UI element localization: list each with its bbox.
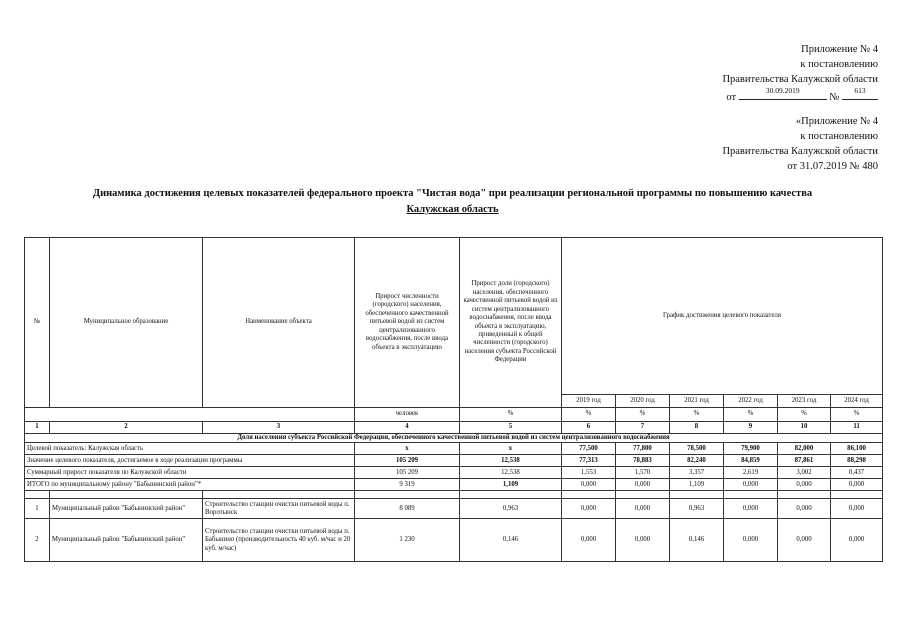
header-schedule: График достижения целевого показателя xyxy=(562,238,883,395)
value-2019: 77,500 xyxy=(562,443,616,455)
value-2022: 0,000 xyxy=(724,479,778,491)
summary-row-achieved xyxy=(25,455,883,467)
unit-empty xyxy=(203,408,355,422)
date-line xyxy=(722,87,878,105)
section-row xyxy=(25,434,883,443)
value-2023: 3,002 xyxy=(778,467,831,479)
summary-row-target xyxy=(25,443,883,455)
column-numbers-row xyxy=(25,422,883,434)
summary-population: 9 319 xyxy=(355,479,460,491)
summary-share: х xyxy=(460,443,562,455)
value-2022: 84,859 xyxy=(724,455,778,467)
spacer-cell xyxy=(616,491,670,499)
value-2021: 78,500 xyxy=(670,443,724,455)
value-2021: 1,109 xyxy=(670,479,724,491)
indicators-table xyxy=(24,237,883,562)
value-2024: 86,100 xyxy=(831,443,883,455)
unit-cell: % xyxy=(831,408,883,422)
value-2023: 0,000 xyxy=(778,499,831,519)
section-title: Доля населения субъекта Российской Федерации, обеспеченного качественной питьевой водой из систем централизованного водоснабжения xyxy=(25,434,883,443)
header-row xyxy=(25,238,883,395)
value-2023: 0,000 xyxy=(778,479,831,491)
row-share: 0,963 xyxy=(460,499,562,519)
spacer-cell xyxy=(460,491,562,499)
spacer-cell xyxy=(203,491,355,499)
old-appendix-header xyxy=(722,114,878,174)
header-share-growth: Прирост доли (городского) населения, обеспеченного качественной питьевой водой из систем централизованного водоснабжения, после ввода объекта в эксплуатацию, приведенный к общей численности (городского) населения субъекта Российской Федерации xyxy=(460,238,562,408)
table-row xyxy=(25,499,883,519)
government-line: Правительства Калужской области xyxy=(722,74,878,85)
summary-population: 105 209 xyxy=(355,455,460,467)
spacer-cell xyxy=(25,491,50,499)
unit-cell: % xyxy=(724,408,778,422)
value-2023: 87,861 xyxy=(778,455,831,467)
row-object: Строительство станции очистки питьевой воды п. Воротынск xyxy=(203,499,355,519)
col-number: 11 xyxy=(831,422,883,434)
unit-empty xyxy=(25,408,50,422)
value-2021: 0,963 xyxy=(670,499,724,519)
col-number: 3 xyxy=(203,422,355,434)
unit-cell: % xyxy=(616,408,670,422)
summary-share: 12,538 xyxy=(460,455,562,467)
value-2022: 79,900 xyxy=(724,443,778,455)
old-government-line: Правительства Калужской области xyxy=(722,146,878,157)
value-2024: 0,437 xyxy=(831,467,883,479)
row-municipality: Муниципальный район "Бабынинский район" xyxy=(50,499,203,519)
value-2021: 82,240 xyxy=(670,455,724,467)
title-line: Динамика достижения целевых показателей федерального проекта "Чистая вода" при реализации региональной программы по повышению качества xyxy=(92,188,813,199)
spacer-cell xyxy=(670,491,724,499)
year-2023: 2023 год xyxy=(778,395,831,408)
summary-share: 1,109 xyxy=(460,479,562,491)
row-population: 8 089 xyxy=(355,499,460,519)
spacer-cell xyxy=(355,491,460,499)
unit-cell: % xyxy=(778,408,831,422)
units-row xyxy=(25,408,883,422)
year-2019: 2019 год xyxy=(562,395,616,408)
old-date-line: от 31.07.2019 № 480 xyxy=(787,161,878,172)
unit-empty xyxy=(50,408,203,422)
col-number: 4 xyxy=(355,422,460,434)
value-2022: 0,000 xyxy=(724,499,778,519)
title-region: Калужская область xyxy=(406,204,499,215)
col-number: 5 xyxy=(460,422,562,434)
summary-label: Целевой показатель: Калужская область xyxy=(25,443,355,455)
col-number: 1 xyxy=(25,422,50,434)
value-2022: 0,000 xyxy=(724,519,778,562)
col-number: 10 xyxy=(778,422,831,434)
appendix-title: Приложение № 4 xyxy=(801,44,878,55)
number-prefix: № xyxy=(829,92,840,103)
summary-row-total xyxy=(25,479,883,491)
number-value: 613 xyxy=(854,86,866,95)
col-number: 6 xyxy=(562,422,616,434)
summary-label: Суммарный прирост показателя по Калужской области xyxy=(25,467,355,479)
spacer-cell xyxy=(778,491,831,499)
header-num: № xyxy=(25,238,50,408)
value-2024: 0,000 xyxy=(831,519,883,562)
header-municipality: Муниципальное образование xyxy=(50,238,203,408)
value-2019: 0,000 xyxy=(562,479,616,491)
value-2020: 0,000 xyxy=(616,499,670,519)
spacer-cell xyxy=(831,491,883,499)
value-2019: 0,000 xyxy=(562,519,616,562)
date-field xyxy=(739,87,827,100)
row-municipality: Муниципальный район "Бабынинский район" xyxy=(50,519,203,562)
value-2019: 1,553 xyxy=(562,467,616,479)
header-population-growth: Прирост численности (городского) населения, обеспеченного качественной питьевой водой из систем централизованного водоснабжения, после ввода объекта в эксплуатацию xyxy=(355,238,460,408)
summary-label: ИТОГО по муниципальному району "Бабынинский район"* xyxy=(25,479,355,491)
date-prefix: от xyxy=(726,92,737,103)
row-object: Строительство станции очистки питьевой воды п. Бабынино (производительность 40 куб. м/час и 20 куб. м/час) xyxy=(203,519,355,562)
old-to-resolution: к постановлению xyxy=(800,131,878,142)
col-number: 8 xyxy=(670,422,724,434)
col-number: 9 xyxy=(724,422,778,434)
year-2022: 2022 год xyxy=(724,395,778,408)
appendix-header xyxy=(722,42,878,105)
spacer-cell xyxy=(562,491,616,499)
date-value: 30.09.2019 xyxy=(765,86,800,95)
spacer-cell xyxy=(50,491,203,499)
value-2019: 77,313 xyxy=(562,455,616,467)
value-2020: 0,000 xyxy=(616,519,670,562)
value-2023: 0,000 xyxy=(778,519,831,562)
unit-cell: % xyxy=(460,408,562,422)
value-2021: 0,146 xyxy=(670,519,724,562)
value-2022: 2,619 xyxy=(724,467,778,479)
col-number: 2 xyxy=(50,422,203,434)
summary-share: 12,538 xyxy=(460,467,562,479)
row-number: 1 xyxy=(25,499,50,519)
value-2020: 77,800 xyxy=(616,443,670,455)
header-object: Наименование объекта xyxy=(203,238,355,408)
value-2023: 82,000 xyxy=(778,443,831,455)
number-field xyxy=(842,87,878,100)
value-2019: 0,000 xyxy=(562,499,616,519)
year-2021: 2021 год xyxy=(670,395,724,408)
spacer-row xyxy=(25,491,883,499)
row-number: 2 xyxy=(25,519,50,562)
summary-population: 105 209 xyxy=(355,467,460,479)
row-share: 0,146 xyxy=(460,519,562,562)
old-appendix-title: «Приложение № 4 xyxy=(795,116,878,127)
value-2024: 0,000 xyxy=(831,499,883,519)
table-row xyxy=(25,519,883,562)
spacer-cell xyxy=(724,491,778,499)
summary-population: х xyxy=(355,443,460,455)
value-2024: 88,298 xyxy=(831,455,883,467)
col-number: 7 xyxy=(616,422,670,434)
document-title xyxy=(40,186,865,218)
value-2024: 0,000 xyxy=(831,479,883,491)
value-2020: 0,000 xyxy=(616,479,670,491)
year-2020: 2020 год xyxy=(616,395,670,408)
summary-row-growth xyxy=(25,467,883,479)
year-2024: 2024 год xyxy=(831,395,883,408)
unit-cell: % xyxy=(670,408,724,422)
value-2020: 78,883 xyxy=(616,455,670,467)
row-population: 1 230 xyxy=(355,519,460,562)
summary-label: Значение целевого показателя, достигаемое в ходе реализации программы xyxy=(25,455,355,467)
value-2020: 1,570 xyxy=(616,467,670,479)
to-resolution: к постановлению xyxy=(800,59,878,70)
value-2021: 3,357 xyxy=(670,467,724,479)
unit-cell: % xyxy=(562,408,616,422)
unit-cell: человек xyxy=(355,408,460,422)
